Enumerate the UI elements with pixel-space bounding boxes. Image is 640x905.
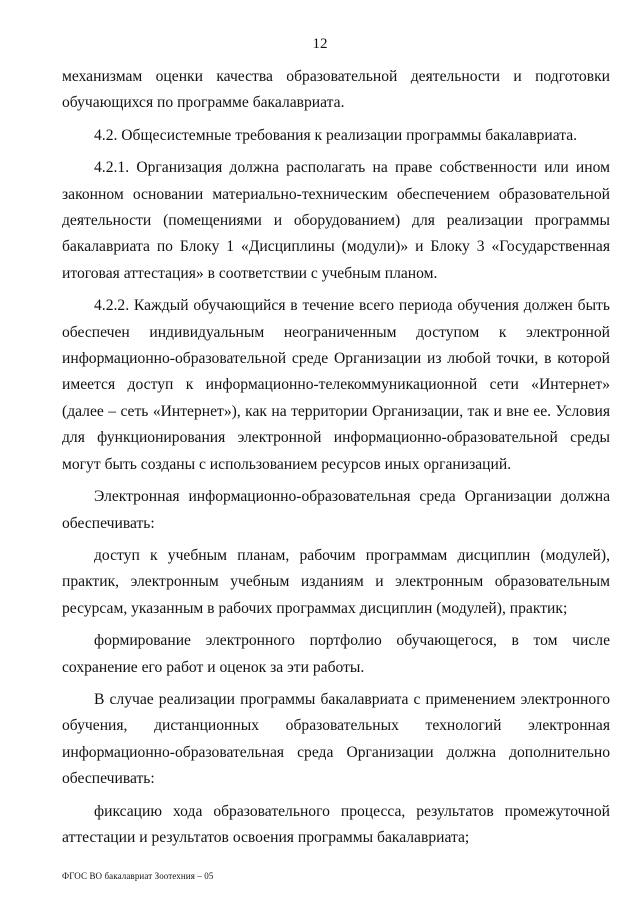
footer-note: ФГОС ВО бакалавриат Зоотехния – 05 xyxy=(62,871,214,881)
paragraph-process-recording: фиксацию хода образовательного процесса, результатов промежуточной аттестации и результатов освоения программы бакалавриата; xyxy=(62,802,610,846)
paragraph-section-4-2-1: 4.2.1. Организация должна располагать на праве собственности или ином законном основании материально-техническим обеспечением образовательной деятельности (помещениями и оборудованием) для реализации программы бакалавриата по Блоку 1 «Дисциплины (модули)» и Блоку 3 «Государственная итоговая аттестация» в соответствии с учебным планом. xyxy=(62,159,610,282)
document-body xyxy=(62,64,610,851)
paragraph-access-to-plans: доступ к учебным планам, рабочим программам дисциплин (модулей), практик, электронным учебным изданиям и электронным образовательным ресурсам, указанным в рабочих программах дисциплин (модулей), практик; xyxy=(62,546,610,617)
paragraph-section-4-2: 4.2. Общесистемные требования к реализации программы бакалавриата. xyxy=(94,126,578,144)
page-number: 12 xyxy=(312,36,328,52)
paragraph-continuation: механизмам оценки качества образовательной деятельности и подготовки обучающихся по программе бакалавриата. xyxy=(62,68,610,112)
paragraph-portfolio: формирование электронного портфолио обучающегося, в том числе сохранение его работ и оценок за эти работы. xyxy=(62,632,610,676)
paragraph-environment-requirements: Электронная информационно-образовательная среда Организации должна обеспечивать: xyxy=(62,488,610,532)
paragraph-section-4-2-2: 4.2.2. Каждый обучающийся в течение всего периода обучения должен быть обеспечен индивидуальным неограниченным доступом к электронной информационно-образовательной среде Организации из любой точки, в которой имеется доступ к информационно-телекоммуникационной сети «Интернет» (далее – сеть «Интернет»), как на территории Организации, так и вне ее. Условия для функционирования электронной информационно-образовательной среды могут быть созданы с использованием ресурсов иных организаций. xyxy=(62,297,610,473)
paragraph-e-learning: В случае реализации программы бакалавриата с применением электронного обучения, дистанционных образовательных технологий электронная информационно-образовательная среда Организации должна дополнительно обеспечивать: xyxy=(62,690,610,788)
